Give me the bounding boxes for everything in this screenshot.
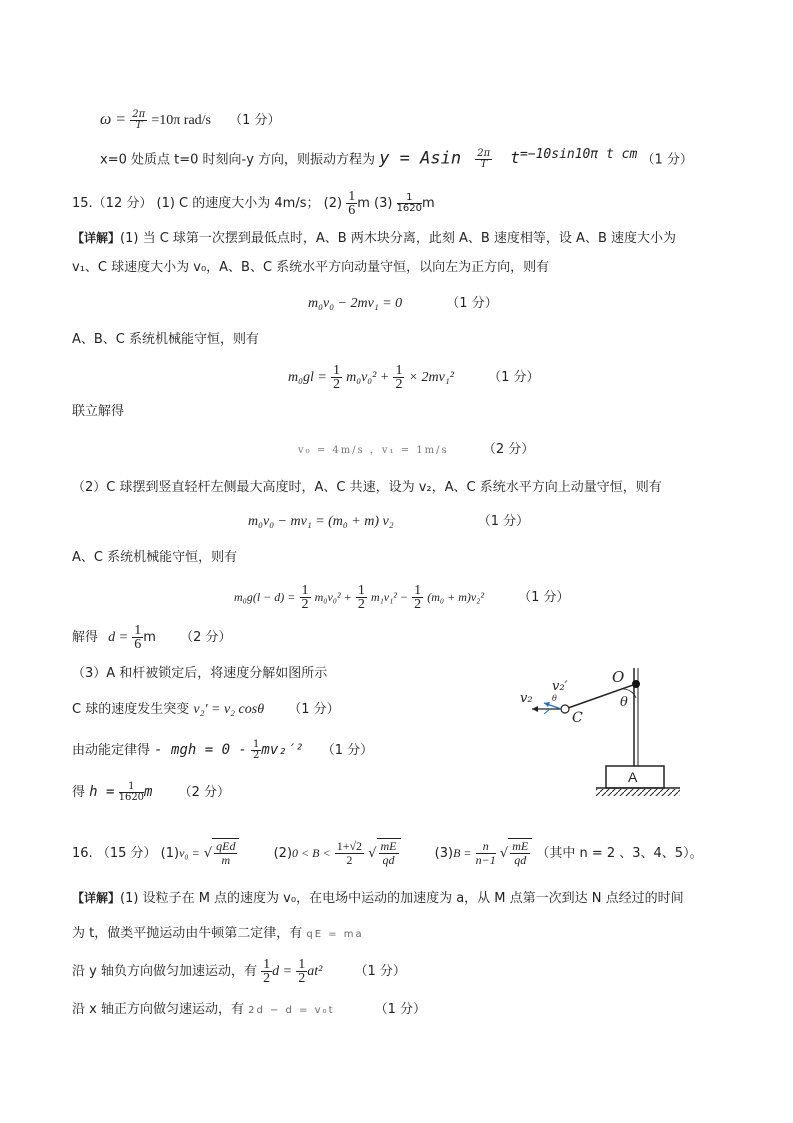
omega-rhs: =10π rad/s	[151, 113, 211, 128]
q16-part3-sqrt: √ $\frac{mE}{qd}$	[500, 838, 532, 869]
q15-eq9: 得 h = $\frac{1}{1620}$ m （2 分）	[72, 781, 231, 803]
wave-text: x=0 处质点 t=0 时刻向-y 方向，则振动方程为	[100, 152, 376, 168]
omega-lhs: ω =	[100, 111, 127, 128]
q15-part3-fraction: $\frac{1}{1620}$	[396, 192, 423, 214]
q15-detail-line2: v₁、C 球速度大小为 v₀，A、B、C 系统水平方向动量守恒，以向左为正方向，则有	[72, 260, 550, 275]
q15-part2-fraction: $\frac{1}{6}$	[348, 189, 356, 218]
q15-eq7: C 球的速度发生突变 v₂′ = v₂ cosθ （1 分）	[72, 702, 340, 717]
q16-score: （15 分）	[96, 846, 157, 861]
q15-part2-unit: m	[357, 196, 370, 211]
q15-detail-line3: A、B、C 系统机械能守恒，则有	[72, 332, 260, 347]
q16-detail-line4: 沿 x 轴正方向做匀速运动，有 2d − d = v₀t （1 分）	[72, 1002, 427, 1017]
label-theta: θ	[620, 695, 628, 710]
wave-fraction: $\frac{2\pi}{T}$	[477, 148, 491, 171]
q15-detail-line1: 【详解】(1) 当 C 球第一次摆到最低点时，A、B 两木块分离，此刻 A、B 速度相等，设 A、B 速度大小为	[72, 231, 677, 246]
q16-detail-line2: 为 t，做类平抛运动由牛顿第二定律，有 qE = ma	[72, 926, 364, 941]
q15-eq1: m₀v₀ − 2mv₁ = 0 （1 分）	[308, 296, 498, 311]
q16-part2-sqrt: √ $\frac{mE}{qd}$	[368, 838, 400, 869]
q15-detail-tag: 【详解】	[72, 231, 121, 245]
q15-eq5: m₀g(l − d) = $\frac{1}{2}$ m₀v₀² + $\frac{1}{2}$ m₁v₁² − $\frac{1}{2}$ (m₀ + m)v₂² （1 分）	[234, 583, 570, 612]
q15-part3-unit: m	[422, 196, 435, 211]
q15-detail-line8: （3）A 和杆被锁定后，将速度分解如图所示	[72, 666, 328, 681]
omega-points: （1 分）	[229, 113, 281, 128]
q15-eq6: 解得 d = $\frac{1}{6}$ m （2 分）	[72, 623, 232, 652]
q16-header: 16. （15 分） (1)v₀ = √ $\frac{\text{qEd}}{m}$ (2)0 < B < $\frac{1+√2}{2}$ √ $\frac{mE}{qd}$ (3)B = $\frac{n}{n-1}$ √ $\frac{mE}{qd}$ （其中 n = 2 、3、4、5）。	[72, 839, 703, 867]
q15-part2-label: (2)	[323, 196, 343, 211]
label-o: O	[612, 668, 625, 686]
q16-detail-line3: 沿 y 轴负方向做匀加速运动，有 $\frac{1}{2}$ d = $\frac{1}{2}$ at² （1 分）	[72, 957, 406, 986]
wave-eq-b: t	[510, 148, 520, 168]
label-c: C	[572, 710, 583, 726]
q16-detail-line1: 【详解】(1) 设粒子在 M 点的速度为 v₀，在电场中运动的加速度为 a，从 M 点第一次到达 N 点经过的时间	[72, 891, 684, 906]
label-v2-prime: v₂′	[552, 679, 568, 694]
ball-c	[561, 705, 569, 713]
q15-number: 15.（12 分）	[72, 196, 153, 211]
q15-part3-label: (3)	[374, 196, 393, 211]
q15-eq8: 由动能定律得 - mgh = 0 - $\frac{1}{2}$ mv₂′² （1 分）	[72, 739, 374, 761]
wave-eq-a: y = Asin	[379, 148, 462, 169]
q16-number: 16.	[72, 846, 93, 861]
wave-points: （1 分）	[641, 152, 693, 168]
wave-eq-c: =−10sin10π t cm	[519, 147, 638, 162]
q15-eq3: v₀ = 4m/s ，v₁ = 1m/s （2 分）	[298, 442, 535, 457]
q16-detail-tag: 【详解】	[72, 891, 121, 905]
q15-detail-line4: 联立解得	[72, 404, 125, 419]
wave-equation-line	[100, 145, 693, 170]
q15-part1: (1) C 的速度大小为 4m/s；	[156, 196, 320, 211]
q15-detail-line6: A、C 系统机械能守恒，则有	[72, 550, 238, 565]
q15-detail-line5: （2）C 球摆到竖直轻杆左侧最大高度时，A、C 共速，设为 v₂，A、C 系统水平方向上动量守恒，则有	[72, 480, 662, 495]
label-v2: v₂	[520, 691, 533, 706]
omega-fraction: $\frac{2\pi}{T}$	[132, 109, 146, 131]
omega-equation-line	[100, 110, 281, 131]
label-theta-small: θ	[552, 694, 557, 703]
label-a: A	[628, 769, 638, 785]
q15-eq4: m₀v₀ − mv₁ = (m₀ + m) v₂ （1 分）	[248, 514, 530, 529]
q15-header	[72, 190, 435, 217]
pendulum-figure	[510, 660, 700, 810]
q16-part1-sqrt: √ $\frac{\text{qEd}}{m}$	[204, 838, 240, 869]
q15-eq2: m₀gl = $\frac{1}{2}$ m₀v₀² + $\frac{1}{2}$ × 2mv₁² （1 分）	[288, 363, 540, 392]
